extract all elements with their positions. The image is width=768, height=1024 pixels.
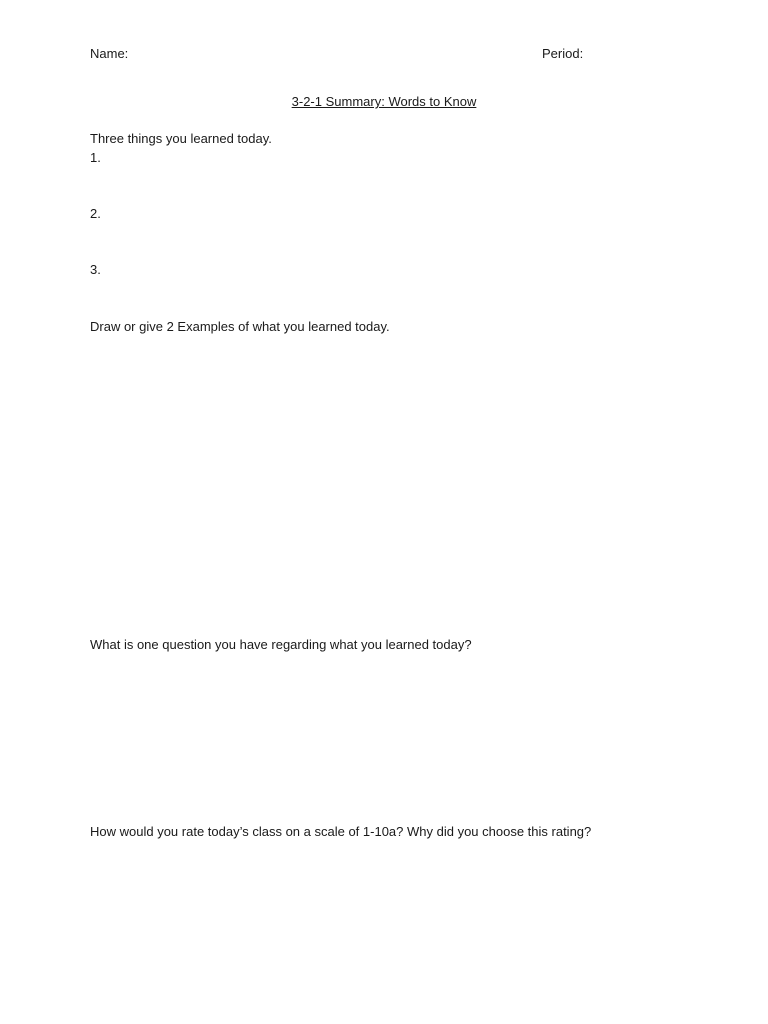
list-item-2: 2.: [90, 206, 101, 221]
worksheet-title: 3-2-1 Summary: Words to Know: [291, 94, 477, 109]
list-item-3: 3.: [90, 262, 101, 277]
examples-prompt: Draw or give 2 Examples of what you learned today.: [90, 319, 390, 334]
list-item-1: 1.: [90, 150, 101, 165]
three-things-prompt: Three things you learned today.: [90, 131, 272, 146]
rating-prompt: How would you rate today’s class on a scale of 1-10a? Why did you choose this rating?: [90, 824, 592, 839]
name-label: Name:: [90, 46, 129, 61]
question-prompt: What is one question you have regarding what you learned today?: [90, 637, 472, 652]
period-label: Period:: [542, 46, 584, 61]
